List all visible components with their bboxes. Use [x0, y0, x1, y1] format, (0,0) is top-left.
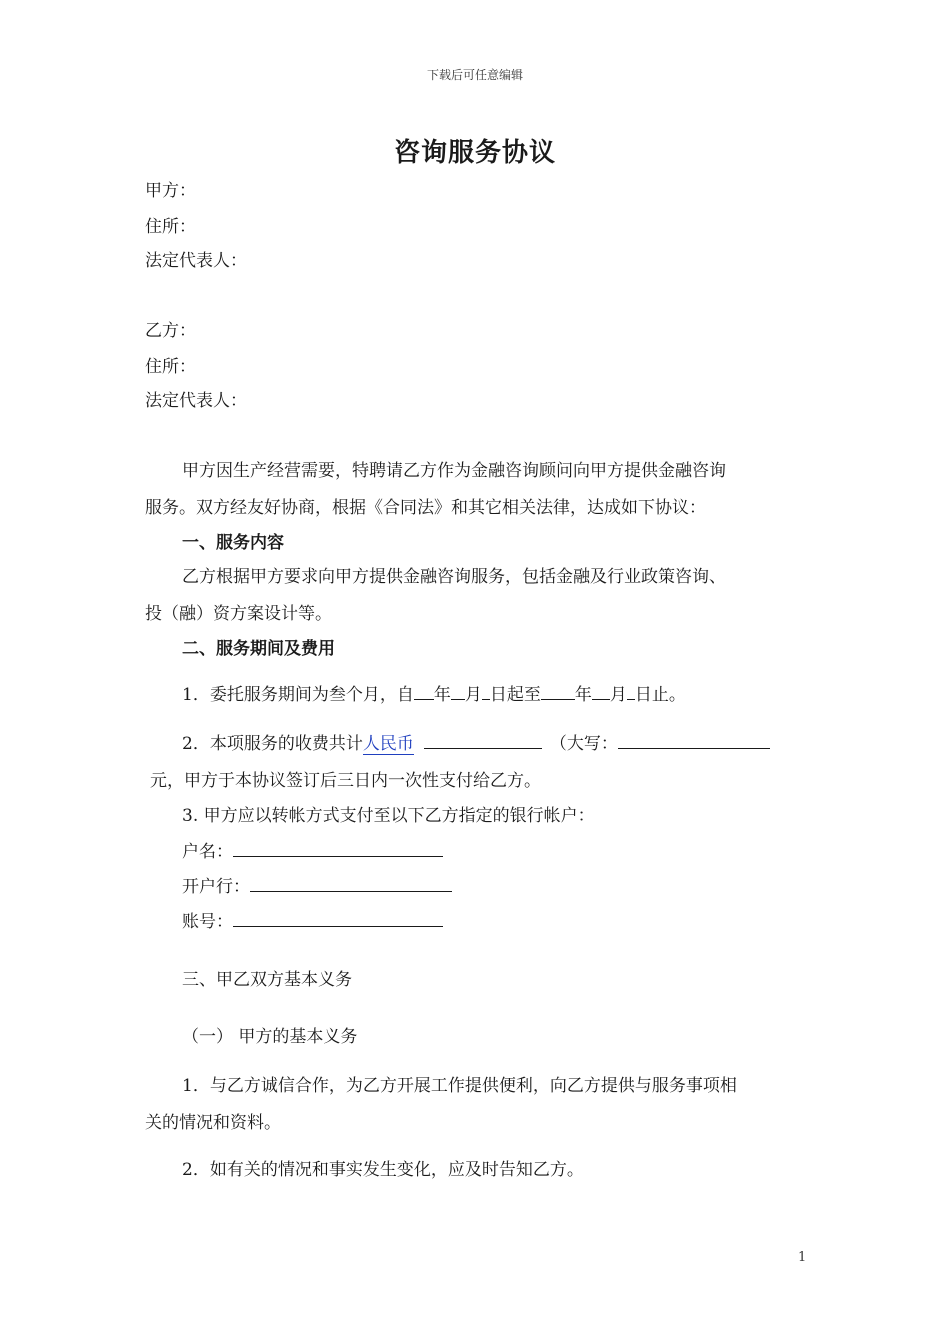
- year-label: 年: [433, 685, 451, 705]
- bank-transfer-clause: 3. 甲方应以转帐方式支付至以下乙方指定的银行帐户：: [182, 806, 595, 826]
- service-period-text: 1．委托服务期间为叁个月，自: [182, 685, 414, 705]
- end-month-blank[interactable]: [592, 682, 610, 700]
- section1-text-line1: 乙方根据甲方要求向甲方提供金融咨询服务，包括金融及行业政策咨询、: [182, 567, 726, 587]
- party-a-name-label: 甲方：: [145, 181, 196, 201]
- day-to-label: 日起至: [489, 685, 541, 705]
- duty1-line1: 1．与乙方诚信合作，为乙方开展工作提供便利，向乙方提供与服务事项相: [182, 1076, 737, 1096]
- start-day-blank[interactable]: [482, 682, 490, 700]
- day-end-label: 日止。: [634, 685, 686, 705]
- party-a-address-label: 住所：: [145, 217, 196, 237]
- party-b-rep-label: 法定代表人：: [145, 391, 247, 411]
- month-label: 月: [609, 685, 627, 705]
- currency-link[interactable]: 人民币: [362, 734, 414, 754]
- fee-amount-blank[interactable]: [424, 731, 542, 749]
- page-number: 1: [798, 1250, 807, 1265]
- section2-heading: 二、服务期间及费用: [182, 639, 335, 659]
- start-month-blank[interactable]: [451, 682, 465, 700]
- account-name-blank[interactable]: [233, 839, 443, 857]
- intro-paragraph-line2: 服务。双方经友好协商，根据《合同法》和其它相关法律，达成如下协议：: [145, 498, 706, 518]
- end-day-blank[interactable]: [627, 682, 635, 700]
- fee-amount-words-blank[interactable]: [618, 731, 770, 749]
- service-period-clause: [182, 680, 686, 705]
- fee-clause-line2: 元，甲方于本协议签订后三日内一次性支付给乙方。: [150, 771, 541, 791]
- fee-clause: [182, 729, 770, 754]
- party-b-name-label: 乙方：: [145, 321, 196, 341]
- account-number-label: 账号：: [182, 912, 233, 932]
- bank-row: [182, 872, 452, 897]
- duty1-line2: 关的情况和资料。: [145, 1113, 281, 1133]
- end-year-blank[interactable]: [541, 682, 575, 700]
- section1-text-line2: 投（融）资方案设计等。: [145, 604, 332, 624]
- start-year-blank[interactable]: [414, 682, 434, 700]
- page-header: 下载后可任意编辑: [426, 68, 523, 82]
- account-name-row: [182, 837, 443, 862]
- duty2: 2．如有关的情况和事实发生变化，应及时告知乙方。: [182, 1160, 584, 1180]
- party-a-rep-label: 法定代表人：: [145, 251, 247, 271]
- intro-paragraph-line1: 甲方因生产经营需要，特聘请乙方作为金融咨询顾问向甲方提供金融咨询: [182, 461, 726, 481]
- fee-text: 2．本项服务的收费共计: [182, 734, 363, 754]
- amount-in-words-label: （大写：: [549, 734, 618, 754]
- section3-heading: 三、甲乙双方基本义务: [182, 970, 352, 990]
- account-number-blank[interactable]: [233, 909, 443, 927]
- account-number-row: [182, 907, 443, 932]
- document-title: 咨询服务协议: [393, 138, 556, 168]
- year-label: 年: [574, 685, 592, 705]
- account-name-label: 户名：: [182, 842, 233, 862]
- bank-label: 开户行：: [182, 877, 250, 897]
- month-label: 月: [464, 685, 482, 705]
- bank-blank[interactable]: [250, 874, 452, 892]
- party-b-address-label: 住所：: [145, 357, 196, 377]
- section3-subheading: （一） 甲方的基本义务: [182, 1027, 358, 1047]
- section1-heading: 一、服务内容: [182, 533, 284, 553]
